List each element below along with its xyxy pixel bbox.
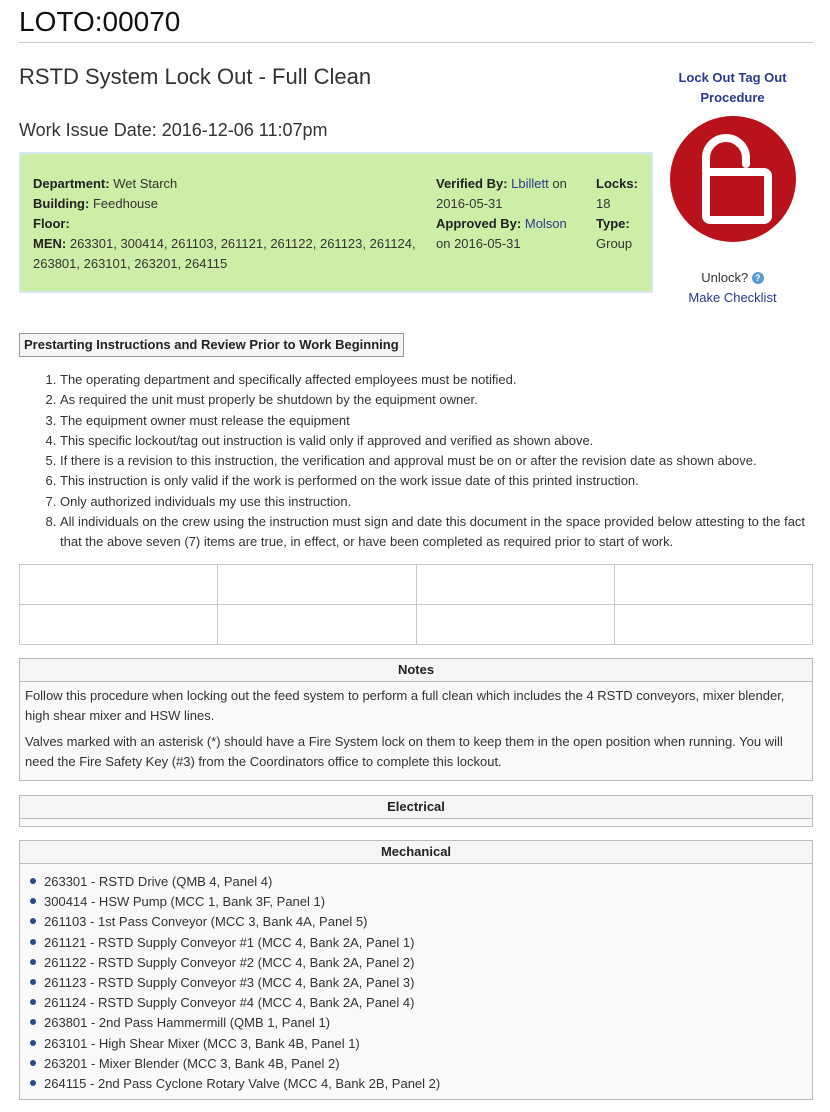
bullet-icon bbox=[30, 1040, 36, 1046]
make-checklist-link[interactable]: Make Checklist bbox=[688, 290, 777, 305]
mechanical-item bbox=[30, 953, 812, 973]
bullet-icon bbox=[30, 959, 36, 965]
signature-cell[interactable] bbox=[20, 565, 218, 605]
mechanical-item bbox=[30, 973, 812, 993]
info-right bbox=[596, 174, 651, 254]
work-issue-date: Work Issue Date: 2016-12-06 11:07pm bbox=[19, 120, 328, 140]
signature-cell[interactable] bbox=[218, 565, 416, 605]
electrical-heading: Electrical bbox=[20, 796, 812, 819]
bullet-icon bbox=[30, 918, 36, 924]
signature-table bbox=[19, 564, 813, 645]
verified-label: Verified By: bbox=[436, 176, 508, 191]
signature-row bbox=[20, 565, 813, 605]
floor-row bbox=[33, 214, 423, 234]
building-row bbox=[33, 194, 423, 214]
unlocked-padlock-icon[interactable] bbox=[670, 116, 796, 242]
mechanical-item bbox=[30, 933, 812, 953]
bullet-icon bbox=[30, 878, 36, 884]
mechanical-item-text: 261103 - 1st Pass Conveyor (MCC 3, Bank 4A, Panel 5) bbox=[44, 914, 368, 930]
department-row bbox=[33, 174, 423, 194]
prestart-heading: Prestarting Instructions and Review Prior to Work Beginning bbox=[19, 333, 404, 357]
approved-label: Approved By: bbox=[436, 216, 522, 231]
mechanical-item-text: 261123 - RSTD Supply Conveyor #3 (MCC 4, Bank 2A, Panel 3) bbox=[44, 975, 415, 991]
mechanical-item-text: 263801 - 2nd Pass Hammermill (QMB 1, Panel 1) bbox=[44, 1015, 331, 1031]
instruction-item: 5. If there is a revision to this instruction, the verification and approval must be on or after the revision date as shown above. bbox=[60, 451, 813, 471]
approved-on: on 2016-05-31 bbox=[436, 236, 521, 251]
signature-cell[interactable] bbox=[218, 605, 416, 645]
notes-panel bbox=[19, 658, 813, 781]
approved-row bbox=[436, 214, 581, 254]
notes-heading: Notes bbox=[20, 659, 812, 682]
mechanical-item bbox=[30, 1034, 812, 1054]
mechanical-item bbox=[30, 993, 812, 1013]
locks-value: 18 bbox=[596, 196, 611, 211]
mechanical-item-text: 263101 - High Shear Mixer (MCC 3, Bank 4B, Panel 1) bbox=[44, 1035, 360, 1051]
verified-on: on 2016-05-31 bbox=[436, 176, 567, 211]
men-row bbox=[33, 234, 423, 274]
bullet-icon bbox=[30, 999, 36, 1005]
mechanical-item bbox=[30, 1054, 812, 1074]
mechanical-item bbox=[30, 892, 812, 912]
signature-cell[interactable] bbox=[20, 605, 218, 645]
mechanical-panel bbox=[19, 840, 813, 1100]
floor-label: Floor: bbox=[33, 216, 70, 231]
page-id: LOTO:00070 bbox=[19, 4, 813, 43]
prestart-instructions bbox=[19, 370, 813, 553]
procedure-title-link[interactable]: Lock Out Tag Out Procedure bbox=[678, 70, 787, 105]
mechanical-item bbox=[30, 872, 812, 892]
verified-by-link[interactable]: Lbillett bbox=[511, 176, 549, 191]
mechanical-item-text: 261122 - RSTD Supply Conveyor #2 (MCC 4, Bank 2A, Panel 2) bbox=[44, 954, 415, 970]
bullet-icon bbox=[30, 939, 36, 945]
men-value: 263301, 300414, 261103, 261121, 261122, 261123, 261124, 263801, 263101, 263201, 264115 bbox=[33, 236, 416, 271]
department-label: Department: bbox=[33, 176, 110, 191]
bullet-icon bbox=[30, 979, 36, 985]
notes-paragraph: Valves marked with an asterisk (*) should have a Fire System lock on them to keep them in the open position when running. You will need the Fire Safety Key (#3) from the Coordinators office to complete this lockout. bbox=[25, 734, 783, 769]
mechanical-item-text: 261121 - RSTD Supply Conveyor #1 (MCC 4, Bank 2A, Panel 1) bbox=[44, 934, 415, 950]
instruction-item: 3. The equipment owner must release the equipment bbox=[60, 411, 813, 431]
mechanical-item-text: 264115 - 2nd Pass Cyclone Rotary Valve (MCC 4, Bank 2B, Panel 2) bbox=[44, 1076, 441, 1092]
mechanical-item bbox=[30, 1074, 812, 1094]
help-icon[interactable]: ? bbox=[752, 272, 764, 284]
type-label: Type: bbox=[596, 216, 630, 231]
instruction-item: 8. All individuals on the crew using the instruction must sign and date this document in the space provided below attesting to the fact that the above seven (7) items are true, in effect, or have been completed as required prior to start of work. bbox=[60, 512, 813, 553]
verified-row bbox=[436, 174, 581, 214]
department-value: Wet Starch bbox=[113, 176, 178, 191]
instruction-item: 2. As required the unit must properly be shutdown by the equipment owner. bbox=[60, 390, 813, 410]
info-mid bbox=[436, 174, 581, 254]
approved-by-link[interactable]: Molson bbox=[524, 216, 567, 231]
page-title: RSTD System Lock Out - Full Clean bbox=[19, 64, 372, 89]
type-value: Group bbox=[596, 236, 633, 251]
building-label: Building: bbox=[33, 196, 90, 211]
signature-cell[interactable] bbox=[614, 565, 812, 605]
bullet-icon bbox=[30, 1019, 36, 1025]
unlock-label: Unlock? bbox=[701, 270, 749, 285]
mechanical-item-text: 300414 - HSW Pump (MCC 1, Bank 3F, Panel 1) bbox=[44, 894, 326, 910]
mechanical-item bbox=[30, 1013, 812, 1033]
signature-cell[interactable] bbox=[614, 605, 812, 645]
signature-row bbox=[20, 605, 813, 645]
unlock-row bbox=[660, 268, 805, 288]
info-left bbox=[33, 174, 423, 274]
mechanical-heading: Mechanical bbox=[20, 841, 812, 864]
electrical-panel bbox=[19, 795, 813, 827]
info-box bbox=[19, 152, 653, 293]
mechanical-item-text: 263201 - Mixer Blender (MCC 3, Bank 4B, Panel 2) bbox=[44, 1055, 340, 1071]
bullet-icon bbox=[30, 1080, 36, 1086]
mechanical-item-text: 261124 - RSTD Supply Conveyor #4 (MCC 4, Bank 2A, Panel 4) bbox=[44, 995, 415, 1011]
signature-cell[interactable] bbox=[416, 605, 614, 645]
padlock-svg bbox=[670, 116, 796, 242]
bullet-icon bbox=[30, 898, 36, 904]
mechanical-item bbox=[30, 912, 812, 932]
locks-label: Locks: bbox=[596, 176, 638, 191]
mechanical-item-text: 263301 - RSTD Drive (QMB 4, Panel 4) bbox=[44, 874, 273, 889]
building-value: Feedhouse bbox=[92, 196, 159, 211]
mechanical-list bbox=[20, 872, 812, 1094]
instruction-item: 6. This instruction is only valid if the work is performed on the work issue date of this printed instruction. bbox=[60, 471, 813, 491]
signature-cell[interactable] bbox=[416, 565, 614, 605]
instruction-item: 1. The operating department and specifically affected employees must be notified. bbox=[60, 370, 813, 390]
instruction-item: 4. This specific lockout/tag out instruction is valid only if approved and verified as shown above. bbox=[60, 431, 813, 451]
instruction-item: 7. Only authorized individuals my use this instruction. bbox=[60, 492, 813, 512]
procedure-sidebar bbox=[660, 68, 805, 308]
men-label: MEN: bbox=[33, 236, 67, 251]
bullet-icon bbox=[30, 1060, 36, 1066]
notes-paragraph: Follow this procedure when locking out the feed system to perform a full clean which includes the 4 RSTD conveyors, mixer blender, high shear mixer and HSW lines. bbox=[25, 688, 785, 723]
